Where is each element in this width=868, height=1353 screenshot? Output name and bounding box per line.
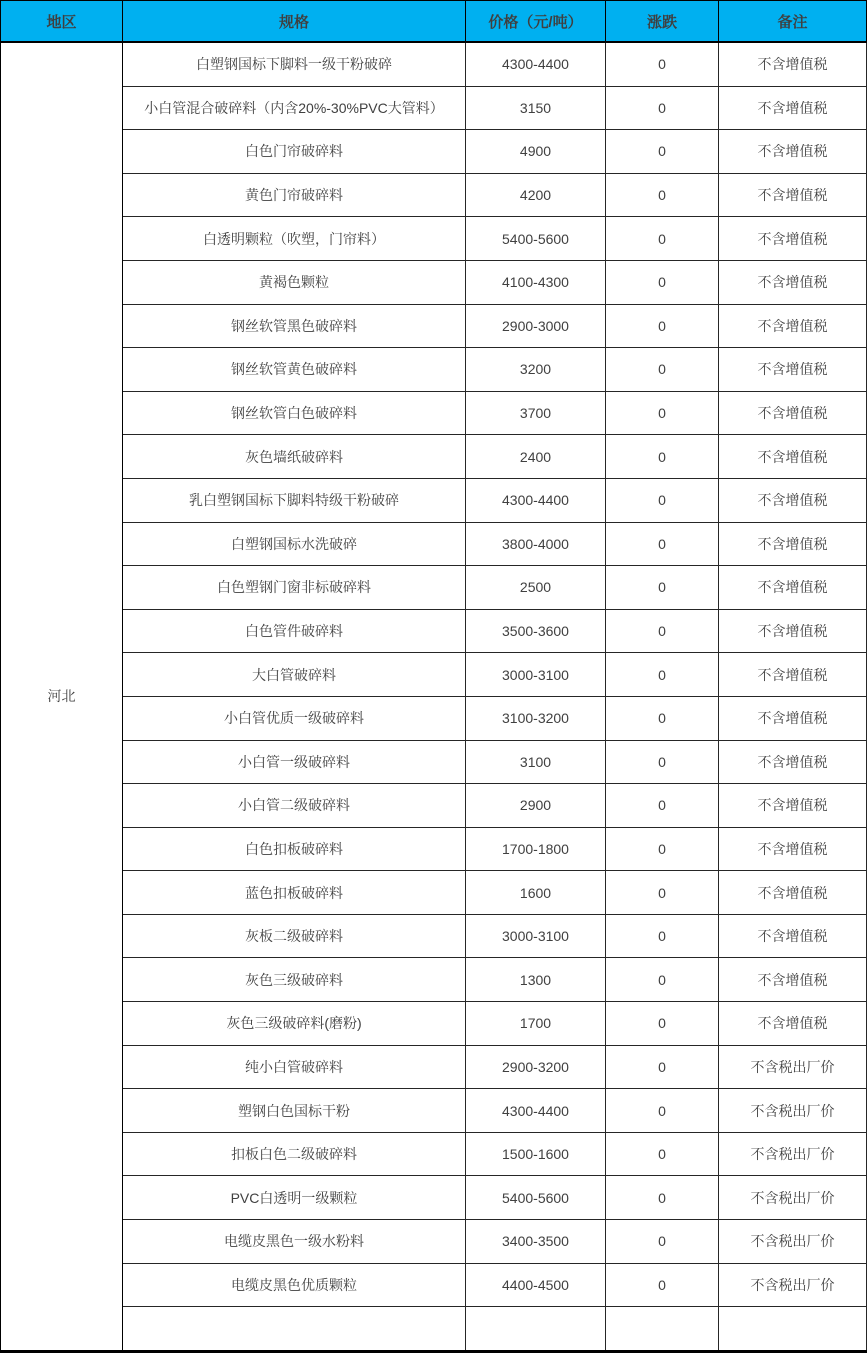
header-region: 地区 xyxy=(1,1,123,43)
note-cell: 不含税出厂价 xyxy=(719,1220,867,1264)
header-note: 备注 xyxy=(719,1,867,43)
spec-cell: 电缆皮黑色一级水粉料 xyxy=(123,1220,466,1264)
change-cell: 0 xyxy=(606,914,719,958)
note-cell: 不含增值税 xyxy=(719,827,867,871)
note-cell: 不含增值税 xyxy=(719,260,867,304)
note-cell: 不含增值税 xyxy=(719,914,867,958)
price-cell: 3200 xyxy=(466,348,606,392)
table-row xyxy=(1,86,867,130)
change-cell: 0 xyxy=(606,130,719,174)
change-cell: 0 xyxy=(606,304,719,348)
table-row xyxy=(1,958,867,1002)
note-cell: 不含增值税 xyxy=(719,435,867,479)
price-cell: 1700 xyxy=(466,1002,606,1046)
table-row xyxy=(1,1002,867,1046)
change-cell: 0 xyxy=(606,958,719,1002)
note-cell: 不含税出厂价 xyxy=(719,1263,867,1307)
price-cell: 4900 xyxy=(466,130,606,174)
change-cell: 0 xyxy=(606,696,719,740)
table-row xyxy=(1,348,867,392)
spec-cell: 白色扣板破碎料 xyxy=(123,827,466,871)
note-cell: 不含增值税 xyxy=(719,1002,867,1046)
change-cell: 0 xyxy=(606,653,719,697)
spec-cell: 黄褐色颗粒 xyxy=(123,260,466,304)
spec-cell: 纯小白管破碎料 xyxy=(123,1045,466,1089)
change-cell: 0 xyxy=(606,827,719,871)
note-cell: 不含增值税 xyxy=(719,784,867,828)
change-cell xyxy=(606,1307,719,1352)
change-cell: 0 xyxy=(606,740,719,784)
change-cell: 0 xyxy=(606,217,719,261)
table-row xyxy=(1,1307,867,1352)
change-cell: 0 xyxy=(606,871,719,915)
change-cell: 0 xyxy=(606,784,719,828)
price-cell: 3100 xyxy=(466,740,606,784)
table-row xyxy=(1,217,867,261)
table-row xyxy=(1,391,867,435)
header-price: 价格（元/吨） xyxy=(466,1,606,43)
note-cell: 不含增值税 xyxy=(719,173,867,217)
change-cell: 0 xyxy=(606,1220,719,1264)
price-cell: 5400-5600 xyxy=(466,1176,606,1220)
note-cell: 不含增值税 xyxy=(719,130,867,174)
table-row xyxy=(1,827,867,871)
region-cell: 河北 xyxy=(1,42,123,1351)
spec-cell: 白塑钢国标下脚料一级干粉破碎 xyxy=(123,42,466,86)
price-cell: 4300-4400 xyxy=(466,478,606,522)
change-cell: 0 xyxy=(606,86,719,130)
price-cell: 3000-3100 xyxy=(466,653,606,697)
price-cell: 3500-3600 xyxy=(466,609,606,653)
price-cell: 5400-5600 xyxy=(466,217,606,261)
note-cell: 不含增值税 xyxy=(719,391,867,435)
note-cell: 不含增值税 xyxy=(719,478,867,522)
change-cell: 0 xyxy=(606,260,719,304)
table-row xyxy=(1,1176,867,1220)
note-cell: 不含增值税 xyxy=(719,609,867,653)
spec-cell: 塑钢白色国标干粉 xyxy=(123,1089,466,1133)
table-row xyxy=(1,784,867,828)
table-row xyxy=(1,1132,867,1176)
change-cell: 0 xyxy=(606,522,719,566)
spec-cell: 小白管二级破碎料 xyxy=(123,784,466,828)
price-cell: 3000-3100 xyxy=(466,914,606,958)
change-cell: 0 xyxy=(606,435,719,479)
table-row xyxy=(1,1045,867,1089)
spec-cell: 黄色门帘破碎料 xyxy=(123,173,466,217)
note-cell: 不含增值税 xyxy=(719,696,867,740)
note-cell: 不含增值税 xyxy=(719,958,867,1002)
spec-cell: 小白管一级破碎料 xyxy=(123,740,466,784)
price-cell: 3700 xyxy=(466,391,606,435)
price-cell: 4400-4500 xyxy=(466,1263,606,1307)
table-row xyxy=(1,173,867,217)
spec-cell: 白色门帘破碎料 xyxy=(123,130,466,174)
change-cell: 0 xyxy=(606,348,719,392)
price-cell: 1700-1800 xyxy=(466,827,606,871)
spec-cell: 灰色三级破碎料(磨粉) xyxy=(123,1002,466,1046)
spec-cell: 电缆皮黑色优质颗粒 xyxy=(123,1263,466,1307)
table-row xyxy=(1,42,867,86)
spec-cell: 乳白塑钢国标下脚料特级干粉破碎 xyxy=(123,478,466,522)
spec-cell: PVC白透明一级颗粒 xyxy=(123,1176,466,1220)
price-cell: 2400 xyxy=(466,435,606,479)
spec-cell: 灰色三级破碎料 xyxy=(123,958,466,1002)
spec-cell: 白塑钢国标水洗破碎 xyxy=(123,522,466,566)
note-cell: 不含税出厂价 xyxy=(719,1045,867,1089)
price-cell: 3100-3200 xyxy=(466,696,606,740)
price-cell: 1500-1600 xyxy=(466,1132,606,1176)
note-cell: 不含税出厂价 xyxy=(719,1176,867,1220)
price-cell: 1600 xyxy=(466,871,606,915)
table-row xyxy=(1,1220,867,1264)
table-row xyxy=(1,609,867,653)
price-cell: 1300 xyxy=(466,958,606,1002)
price-cell: 4300-4400 xyxy=(466,1089,606,1133)
header-row xyxy=(1,1,867,43)
price-cell xyxy=(466,1307,606,1352)
spec-cell: 白色管件破碎料 xyxy=(123,609,466,653)
note-cell: 不含税出厂价 xyxy=(719,1089,867,1133)
note-cell: 不含增值税 xyxy=(719,86,867,130)
note-cell: 不含增值税 xyxy=(719,653,867,697)
table-row xyxy=(1,696,867,740)
table-row xyxy=(1,740,867,784)
spec-cell xyxy=(123,1307,466,1352)
price-cell: 3150 xyxy=(466,86,606,130)
spec-cell: 钢丝软管黑色破碎料 xyxy=(123,304,466,348)
note-cell: 不含增值税 xyxy=(719,42,867,86)
price-cell: 4200 xyxy=(466,173,606,217)
change-cell: 0 xyxy=(606,1263,719,1307)
spec-cell: 钢丝软管黄色破碎料 xyxy=(123,348,466,392)
table-row xyxy=(1,478,867,522)
price-cell: 3400-3500 xyxy=(466,1220,606,1264)
note-cell xyxy=(719,1307,867,1352)
note-cell: 不含增值税 xyxy=(719,304,867,348)
spec-cell: 扣板白色二级破碎料 xyxy=(123,1132,466,1176)
change-cell: 0 xyxy=(606,609,719,653)
table-row xyxy=(1,304,867,348)
price-cell: 4100-4300 xyxy=(466,260,606,304)
spec-cell: 白透明颗粒（吹塑，门帘料） xyxy=(123,217,466,261)
table-row xyxy=(1,130,867,174)
price-cell: 3800-4000 xyxy=(466,522,606,566)
note-cell: 不含增值税 xyxy=(719,348,867,392)
spec-cell: 钢丝软管白色破碎料 xyxy=(123,391,466,435)
spec-cell: 大白管破碎料 xyxy=(123,653,466,697)
table-row xyxy=(1,522,867,566)
table-row xyxy=(1,1263,867,1307)
price-cell: 4300-4400 xyxy=(466,42,606,86)
change-cell: 0 xyxy=(606,1045,719,1089)
table-row xyxy=(1,566,867,610)
change-cell: 0 xyxy=(606,1132,719,1176)
change-cell: 0 xyxy=(606,42,719,86)
change-cell: 0 xyxy=(606,478,719,522)
change-cell: 0 xyxy=(606,1176,719,1220)
table-row xyxy=(1,260,867,304)
price-cell: 2900-3200 xyxy=(466,1045,606,1089)
price-cell: 2900 xyxy=(466,784,606,828)
note-cell: 不含增值税 xyxy=(719,566,867,610)
note-cell: 不含增值税 xyxy=(719,522,867,566)
spec-cell: 灰板二级破碎料 xyxy=(123,914,466,958)
spec-cell: 蓝色扣板破碎料 xyxy=(123,871,466,915)
table-row xyxy=(1,1089,867,1133)
change-cell: 0 xyxy=(606,173,719,217)
table-row xyxy=(1,914,867,958)
note-cell: 不含增值税 xyxy=(719,217,867,261)
change-cell: 0 xyxy=(606,1089,719,1133)
table-row xyxy=(1,435,867,479)
header-spec: 规格 xyxy=(123,1,466,43)
change-cell: 0 xyxy=(606,391,719,435)
change-cell: 0 xyxy=(606,566,719,610)
price-cell: 2500 xyxy=(466,566,606,610)
note-cell: 不含税出厂价 xyxy=(719,1132,867,1176)
note-cell: 不含增值税 xyxy=(719,740,867,784)
price-cell: 2900-3000 xyxy=(466,304,606,348)
spec-cell: 白色塑钢门窗非标破碎料 xyxy=(123,566,466,610)
table-body xyxy=(1,42,867,1351)
change-cell: 0 xyxy=(606,1002,719,1046)
header-change: 涨跌 xyxy=(606,1,719,43)
spec-cell: 小白管优质一级破碎料 xyxy=(123,696,466,740)
table-row xyxy=(1,871,867,915)
spec-cell: 灰色墙纸破碎料 xyxy=(123,435,466,479)
spec-cell: 小白管混合破碎料（内含20%-30%PVC大管料） xyxy=(123,86,466,130)
table-row xyxy=(1,653,867,697)
note-cell: 不含增值税 xyxy=(719,871,867,915)
